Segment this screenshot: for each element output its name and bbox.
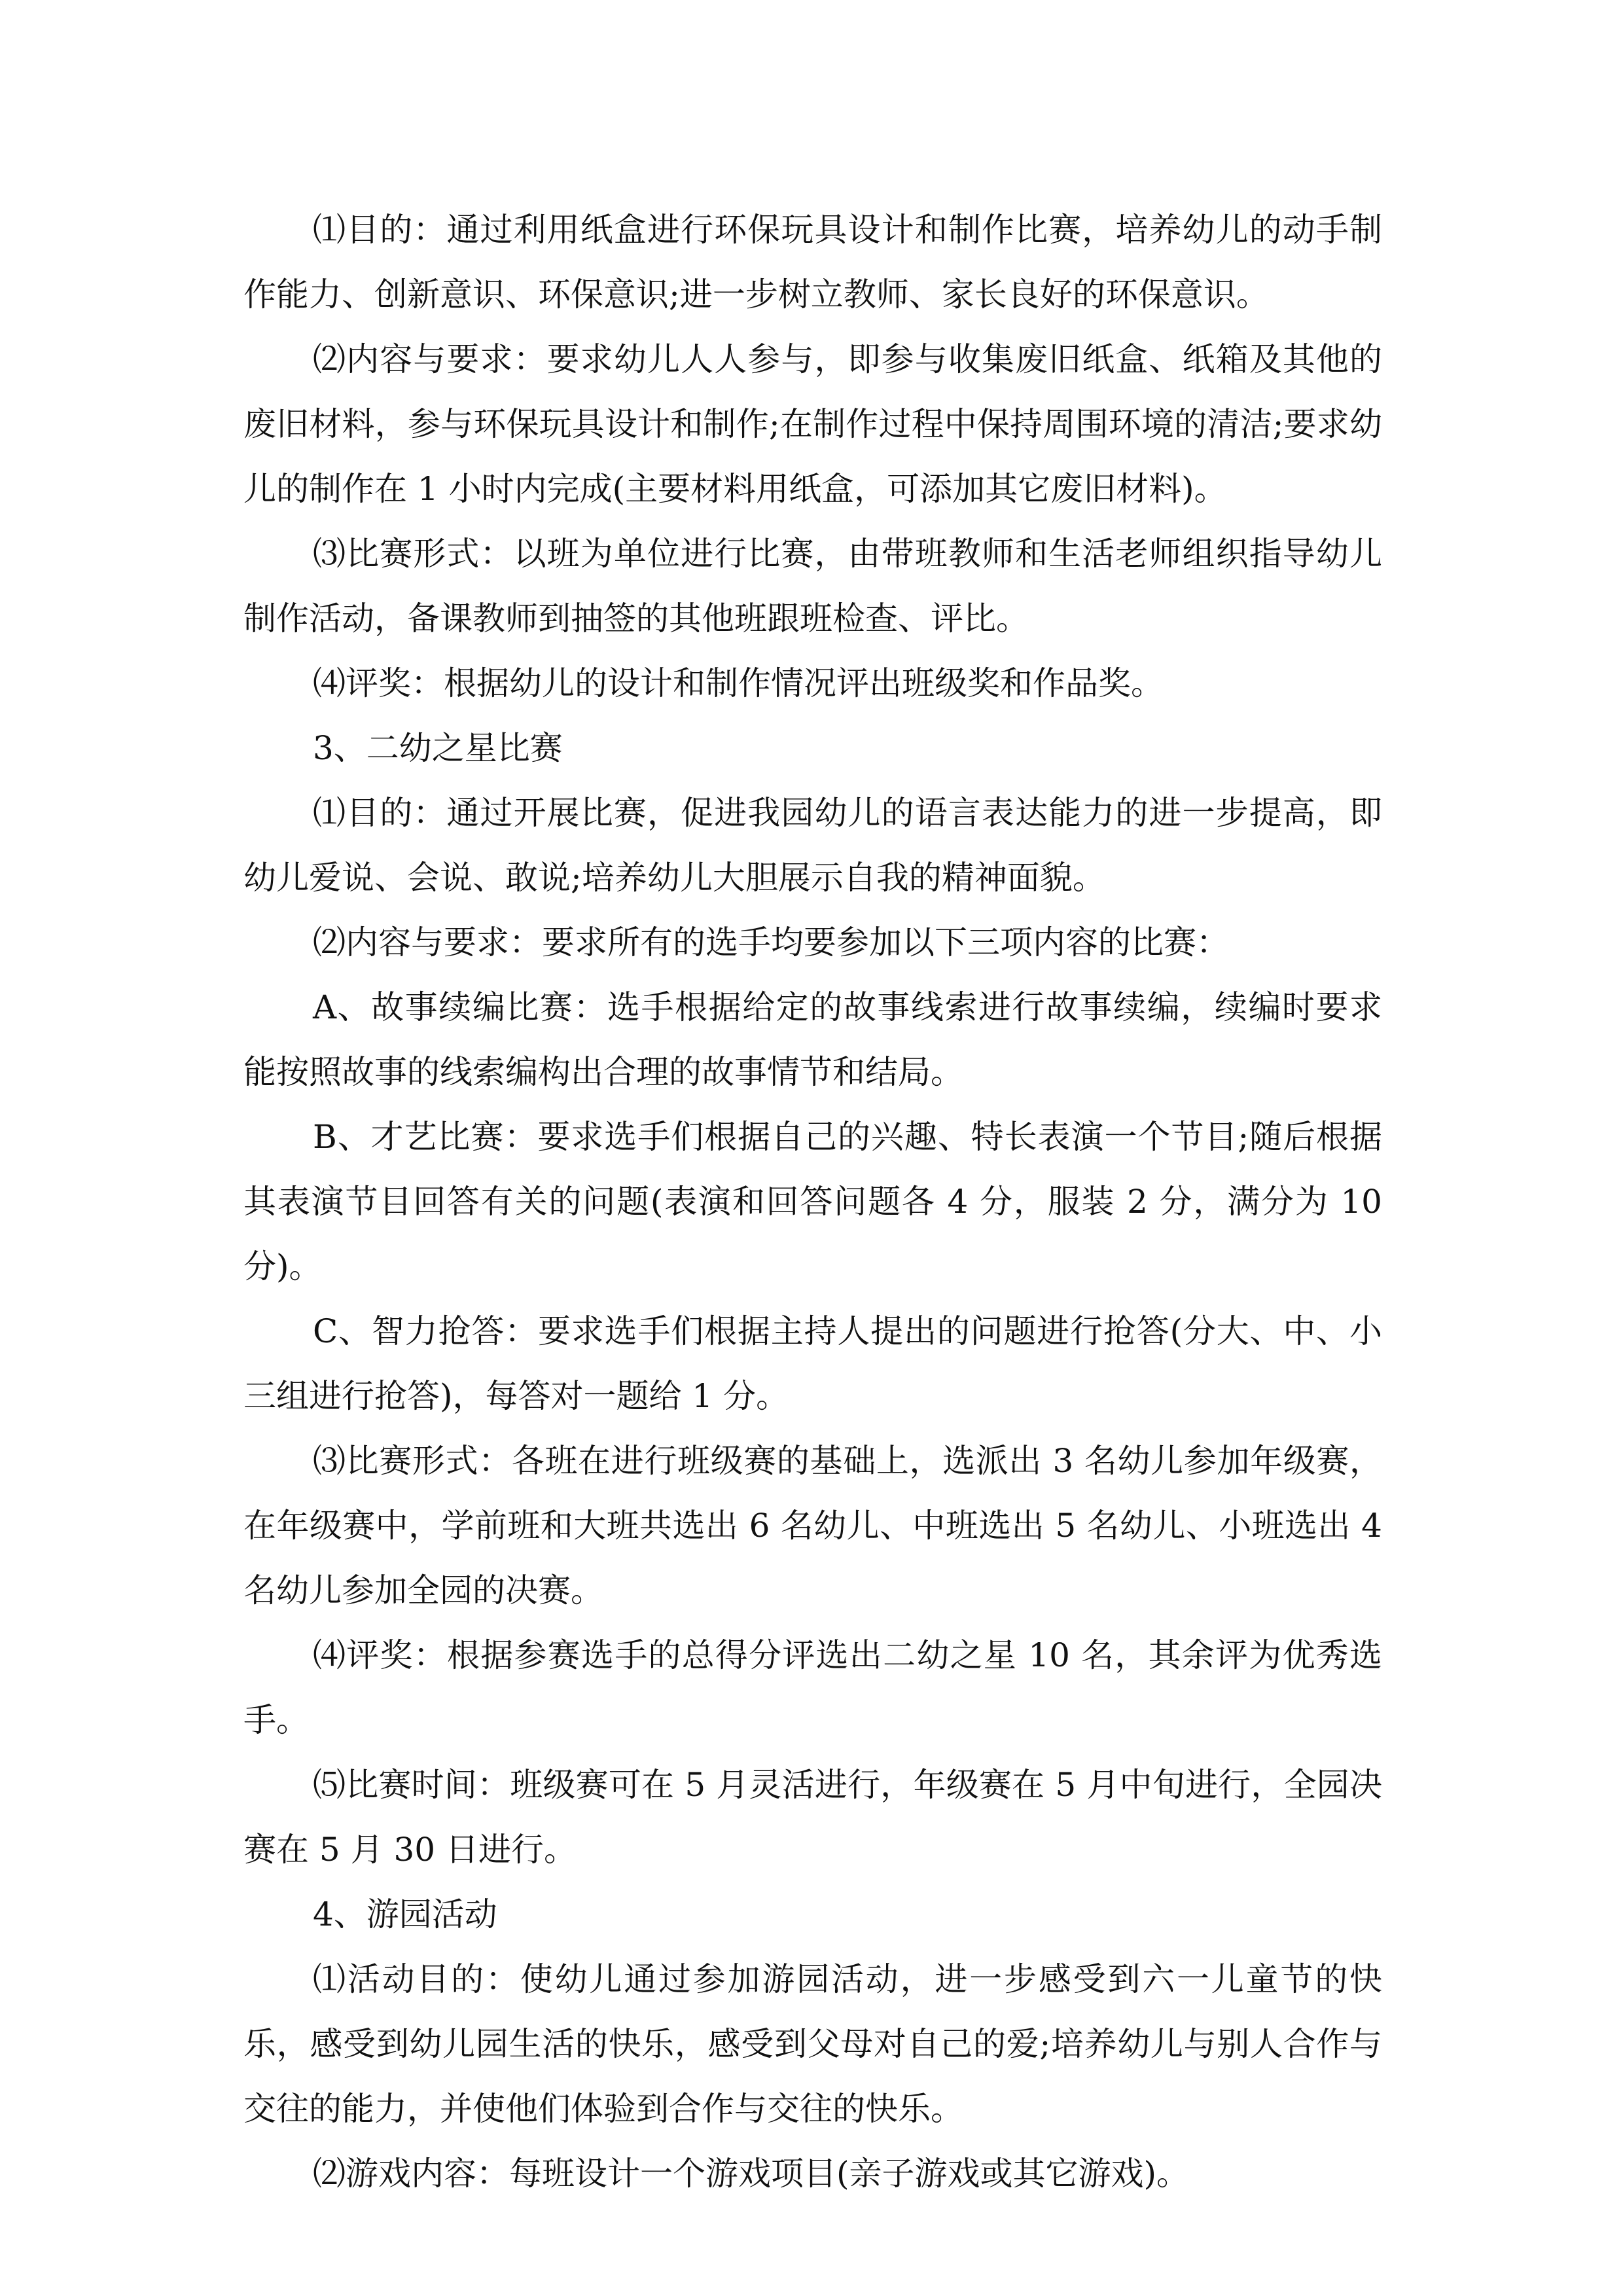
paragraph-9-quiz: C、智力抢答：要求选手们根据主持人提出的问题进行抢答(分大、中、小三组进行抢答)，每答对一题给 1 分。 [243,1312,1382,1415]
paragraph-13-activity-purpose: ⑴活动目的：使幼儿通过参加游园活动，进一步感受到六一儿童节的快乐，感受到幼儿园生活的快乐，感受到父母对自己的爱;培养幼儿与别人合作与交往的能力，并使他们体验到合作与交往的快乐。 [243,1960,1382,2128]
section-heading-3: 3、二幼之星比赛 [313,729,563,767]
paragraph-11-awards: ⑷评奖：根据参赛选手的总得分评选出二幼之星 10 名，其余评为优秀选手。 [243,1636,1382,1739]
paragraph-6-requirements: ⑵内容与要求：要求所有的选手均要参加以下三项内容的比赛： [313,924,1229,961]
paragraph-1-purpose: ⑴目的：通过利用纸盒进行环保玩具设计和制作比赛，培养幼儿的动手制作能力、创新意识、环保意识;进一步树立教师、家长良好的环保意识。 [243,211,1382,314]
paragraph-7-story-contest: A、故事续编比赛：选手根据给定的故事线索进行故事续编，续编时要求能按照故事的线索编构出合理的故事情节和结局。 [243,988,1382,1091]
paragraph-8-talent-contest: B、才艺比赛：要求选手们根据自己的兴趣、特长表演一个节目;随后根据其表演节目回答有关的问题(表演和回答问题各 4 分，服装 2 分，满分为 10 分)。 [243,1118,1382,1285]
paragraph-3-format: ⑶比赛形式：以班为单位进行比赛，由带班教师和生活老师组织指导幼儿制作活动，备课教师到抽签的其他班跟班检查、评比。 [243,535,1382,637]
paragraph-12-schedule: ⑸比赛时间：班级赛可在 5 月灵活进行，年级赛在 5 月中旬进行，全园决赛在 5 月 30 日进行。 [243,1766,1382,1869]
document-body [243,198,1382,2206]
paragraph-2-requirements: ⑵内容与要求：要求幼儿人人参与，即参与收集废旧纸盒、纸箱及其他的废旧材料，参与环保玩具设计和制作;在制作过程中保持周围环境的清洁;要求幼儿的制作在 1 小时内完成(主要材料用纸盒，可添加其它废旧材料)。 [243,340,1382,508]
paragraph-4-awards: ⑷评奖：根据幼儿的设计和制作情况评出班级奖和作品奖。 [313,664,1164,702]
paragraph-10-format: ⑶比赛形式：各班在进行班级赛的基础上，选派出 3 名幼儿参加年级赛，在年级赛中，学前班和大班共选出 6 名幼儿、中班选出 5 名幼儿、小班选出 4 名幼儿参加全园的决赛。 [243,1442,1382,1609]
paragraph-5-purpose: ⑴目的：通过开展比赛，促进我园幼儿的语言表达能力的进一步提高，即幼儿爱说、会说、敢说;培养幼儿大胆展示自我的精神面貌。 [243,794,1382,897]
section-heading-4: 4、游园活动 [313,1895,497,1933]
paragraph-14-game-content: ⑵游戏内容：每班设计一个游戏项目(亲子游戏或其它游戏)。 [313,2155,1190,2193]
